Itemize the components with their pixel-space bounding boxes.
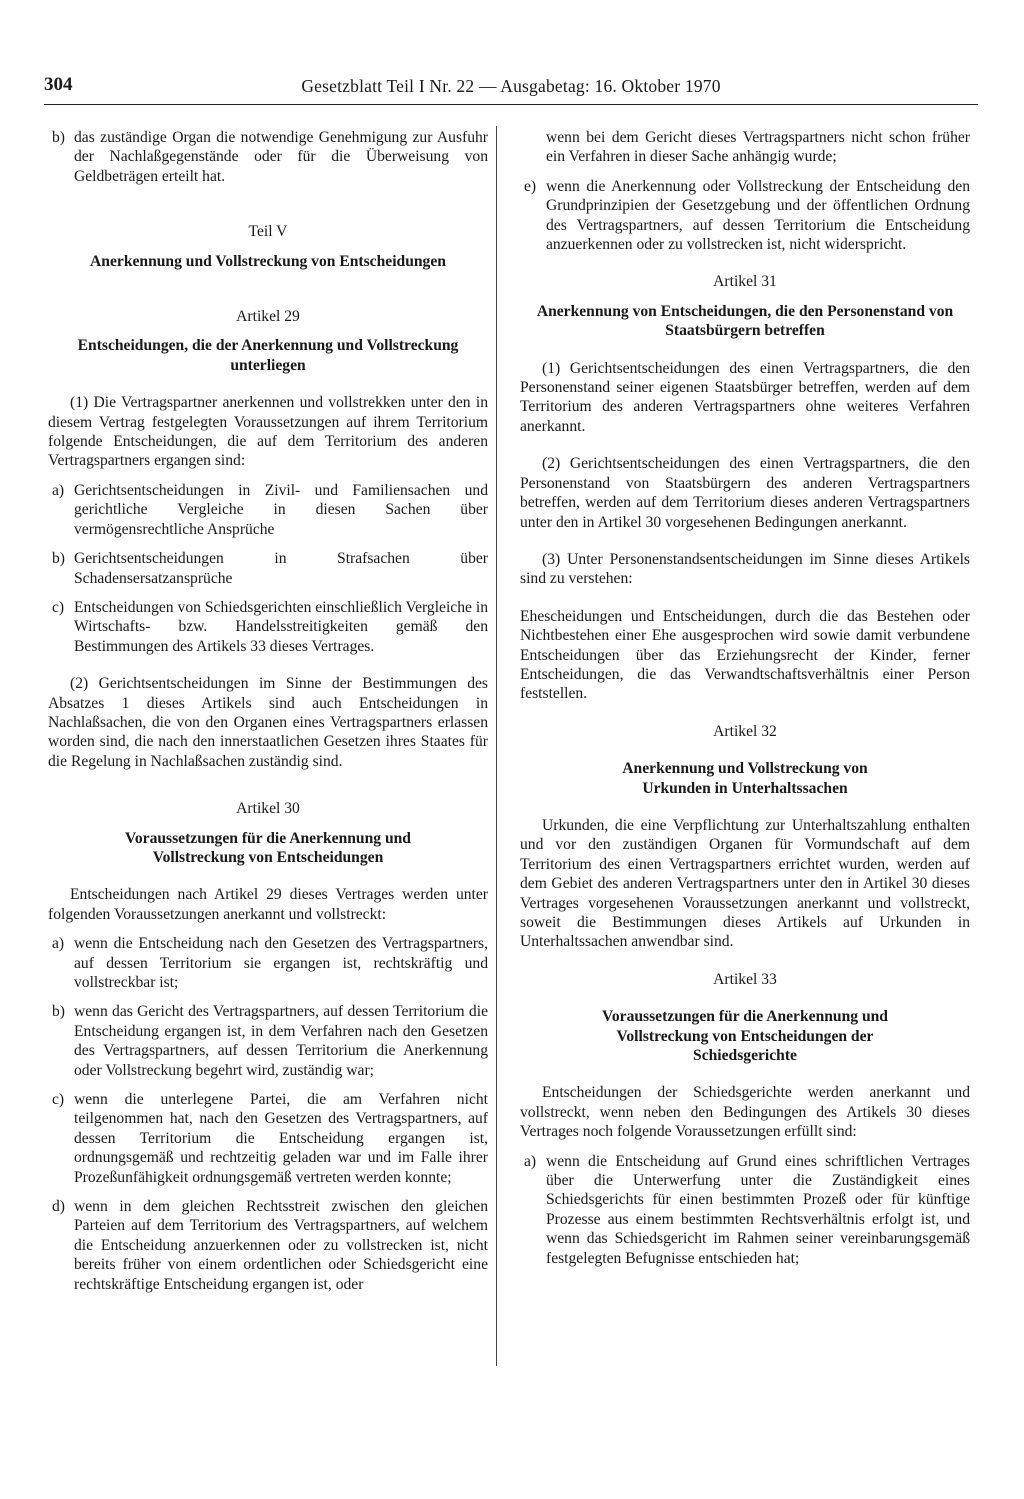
list-item	[520, 1152, 970, 1268]
item-label: b)	[52, 129, 65, 146]
right-column	[520, 128, 970, 1268]
article-29-paragraph-2: (2) Gerichtsentscheidungen im Sinne der Bestimmungen des Absatzes 1 dieses Artikels sind auch Entscheidungen in Nachlaßsachen, die von den Organen eines Vertragspartners erlassen worden sind, die nach den innerstaatlichen Gesetzen ihres Staates für die Regelung in Nachlaßsachen zuständig sind.	[48, 675, 488, 770]
header-title: Gesetzblatt Teil I Nr. 22 — Ausgabetag: 16. Oktober 1970	[301, 76, 721, 96]
item-label: c)	[52, 598, 65, 616]
article-32-heading: Artikel 32	[713, 722, 777, 740]
item-text: Gerichtsentscheidungen in Strafsachen über Schadensersatzansprüche	[74, 550, 488, 587]
article-33-heading: Artikel 33	[713, 970, 777, 988]
list-item	[48, 598, 488, 656]
item-text: wenn die Entscheidung nach den Gesetzen des Vertragspartners, auf dessen Territorium sie ergangen ist, rechtskräftig und vollstreckbar ist;	[74, 935, 488, 991]
item-label: a)	[52, 935, 65, 953]
list-item	[48, 481, 488, 539]
list-item	[48, 1197, 488, 1294]
page-number: 304	[44, 74, 73, 95]
list-item	[48, 1002, 488, 1080]
item-label: b)	[52, 1003, 65, 1021]
item-label: a)	[52, 481, 65, 499]
article-33-paragraph: Entscheidungen der Schiedsgerichte werden anerkannt und vollstreckt, wenn neben den Bedingungen des Artikels 30 dieses Vertrages noch folgende Voraussetzungen erfüllt sind:	[520, 1084, 970, 1141]
item-label: a)	[524, 1152, 537, 1170]
item-text: wenn die Entscheidung auf Grund eines schriftlichen Vertrages über die Unterwerfung unter die Zuständigkeit eines Schiedsgerichts für einen bestimmten Prozeß oder für künftige Prozesse aus einem bestimmten Rechtsverhältnis erfolgt ist, und wenn das Schiedsgericht im Rahmen seiner vereinbarungsgemäß festgelegten Befugnisse entschieden hat;	[546, 1152, 970, 1267]
article-31-paragraph-2: (2) Gerichtsentscheidungen des einen Vertragspartners, die den Personenstand von Staatsbürgern des anderen Vertragspartners betreffen, werden auf dem Territorium dieses anderen Vertragspartners unter den in Artikel 30 vorgesehenen Bedingungen anerkannt.	[520, 455, 970, 531]
item-text: wenn das Gericht des Vertragspartners, auf dessen Territorium die Entscheidung ergangen ist, in dem Verfahren nach den Gesetzen des Vertragspartners, auf dessen Territorium die Anerkennung oder Vollstreckung begehrt wird, zuständig war;	[74, 1003, 488, 1079]
article-30-heading: Artikel 30	[236, 800, 300, 818]
item-text: wenn in dem gleichen Rechtsstreit zwischen den gleichen Parteien auf dem Territorium des Vertragspartners, auf welchem die Entscheidung anzuerkennen oder zu vollstrecken ist, nicht bereits früher von einem ordentlichen oder Schiedsgericht eine rechtskräftige Entscheidung ergangen ist, oder	[74, 1198, 488, 1293]
item-text: wenn die unterlegene Partei, die am Verfahren nicht teilgenommen hat, nach den Gesetzen des Vertragspartners, auf dessen Territorium die Entscheidung ergangen ist, ordnungsgemäß und rechtzeitig geladen war und im Falle ihrer Prozeßunfähigkeit ordnungsgemäß vertreten werden konnte;	[74, 1091, 488, 1186]
item-text: das zuständige Organ die notwendige Genehmigung zur Ausfuhr der Nachlaßgegenstände oder für die Überweisung von Geldbeträgen erteilt hat.	[74, 129, 488, 185]
article-31-title: Anerkennung von Entscheidungen, die den Personenstand von Staatsbürgern betreffen	[536, 302, 954, 340]
page-header	[44, 74, 978, 105]
item-text: wenn die Anerkennung oder Vollstreckung der Entscheidung den Grundprinzipien der Gesetzgebung und der öffentlichen Ordnung des Vertragspartners, auf dessen Territorium die Entscheidung anzuerkennen oder zu vollstrecken ist, nicht widerspricht.	[546, 177, 970, 254]
article-31-heading: Artikel 31	[713, 273, 777, 291]
article-33-title: Voraussetzungen für die Anerkennung und Vollstreckung von Entscheidungen der Schiedsgerichte	[602, 1008, 888, 1065]
article-31-paragraph-1: (1) Gerichtsentscheidungen des einen Vertragspartners, die den Personenstand seiner eigenen Staatsbürger betreffen, werden auf dem Territorium des anderen Vertragspartners ohne weiteres Verfahren anerkannt.	[520, 359, 970, 435]
article-31-paragraph-3: (3) Unter Personenstandsentscheidungen im Sinne dieses Artikels sind zu verstehen:	[520, 550, 970, 588]
article-30-title: Voraussetzungen für die Anerkennung und Vollstreckung von Entscheidungen	[125, 829, 411, 866]
list-item	[520, 177, 970, 255]
article-29-heading: Artikel 29	[236, 308, 300, 326]
item-d-continuation: wenn bei dem Gericht dieses Vertragspartners nicht schon früher ein Verfahren in dieser Sache anhängig wurde;	[546, 129, 970, 166]
item-text: Gerichtsentscheidungen in Zivil- und Familiensachen und gerichtliche Vergleiche in diesen Sachen über vermögensrechtliche Ansprüche	[74, 481, 488, 538]
article-32-title: Anerkennung und Vollstreckung von Urkunden in Unterhaltssachen	[622, 760, 868, 797]
list-item	[48, 934, 488, 992]
article-29-paragraph-1: (1) Die Vertragspartner anerkennen und vollstrekken unter den in diesem Vertrag festgelegten Voraussetzungen auf ihrem Territorium folgende Entscheidungen, die auf dem Territorium des anderen Vertragspartners ergangen sind:	[48, 394, 488, 470]
left-column	[48, 128, 488, 1294]
item-label: e)	[524, 177, 537, 195]
article-30-intro: Entscheidungen nach Artikel 29 dieses Vertrages werden unter folgenden Voraussetzungen anerkannt und vollstreckt:	[48, 886, 488, 923]
item-label: b)	[52, 550, 65, 568]
article-29-title: Entscheidungen, die der Anerkennung und Vollstreckung unterliegen	[77, 337, 459, 374]
article-32-paragraph: Urkunden, die eine Verpflichtung zur Unterhaltszahlung enthalten und vor den zuständigen Organen für Vormundschaft auf dem Territorium des einen Vertragspartners errichtet wurden, werden auf dem Gebiet des anderen Vertragspartners unter den in Artikel 30 dieses Vertrages vorgesehenen Voraussetzungen anerkannt und vollstreckt, soweit die Bestimmungen dieses Artikels auf Urkunden in Unterhaltssachen anwendbar sind.	[520, 816, 970, 951]
part-title: Anerkennung und Vollstreckung von Entscheidungen	[90, 252, 446, 270]
article-31-paragraph-4: Ehescheidungen und Entscheidungen, durch die das Bestehen oder Nichtbestehen einer Ehe ausgesprochen wird sowie damit verbundene Entscheidungen über das Erziehungsrecht der Kinder, ferner Entscheidungen, die das Verwandtschaftsverhältnis einer Person feststellen.	[520, 607, 970, 703]
item-text: Entscheidungen von Schiedsgerichten einschließlich Vergleiche in Wirtschafts- bzw. Handelsstreitigkeiten gemäß den Bestimmungen des Artikels 33 dieses Vertrages.	[74, 598, 488, 655]
column-divider	[496, 126, 497, 1366]
item-label: c)	[52, 1091, 65, 1109]
list-item	[48, 128, 488, 186]
part-heading: Teil V	[248, 223, 288, 241]
list-item	[48, 1090, 488, 1187]
item-label: d)	[52, 1198, 65, 1216]
list-item	[48, 549, 488, 588]
